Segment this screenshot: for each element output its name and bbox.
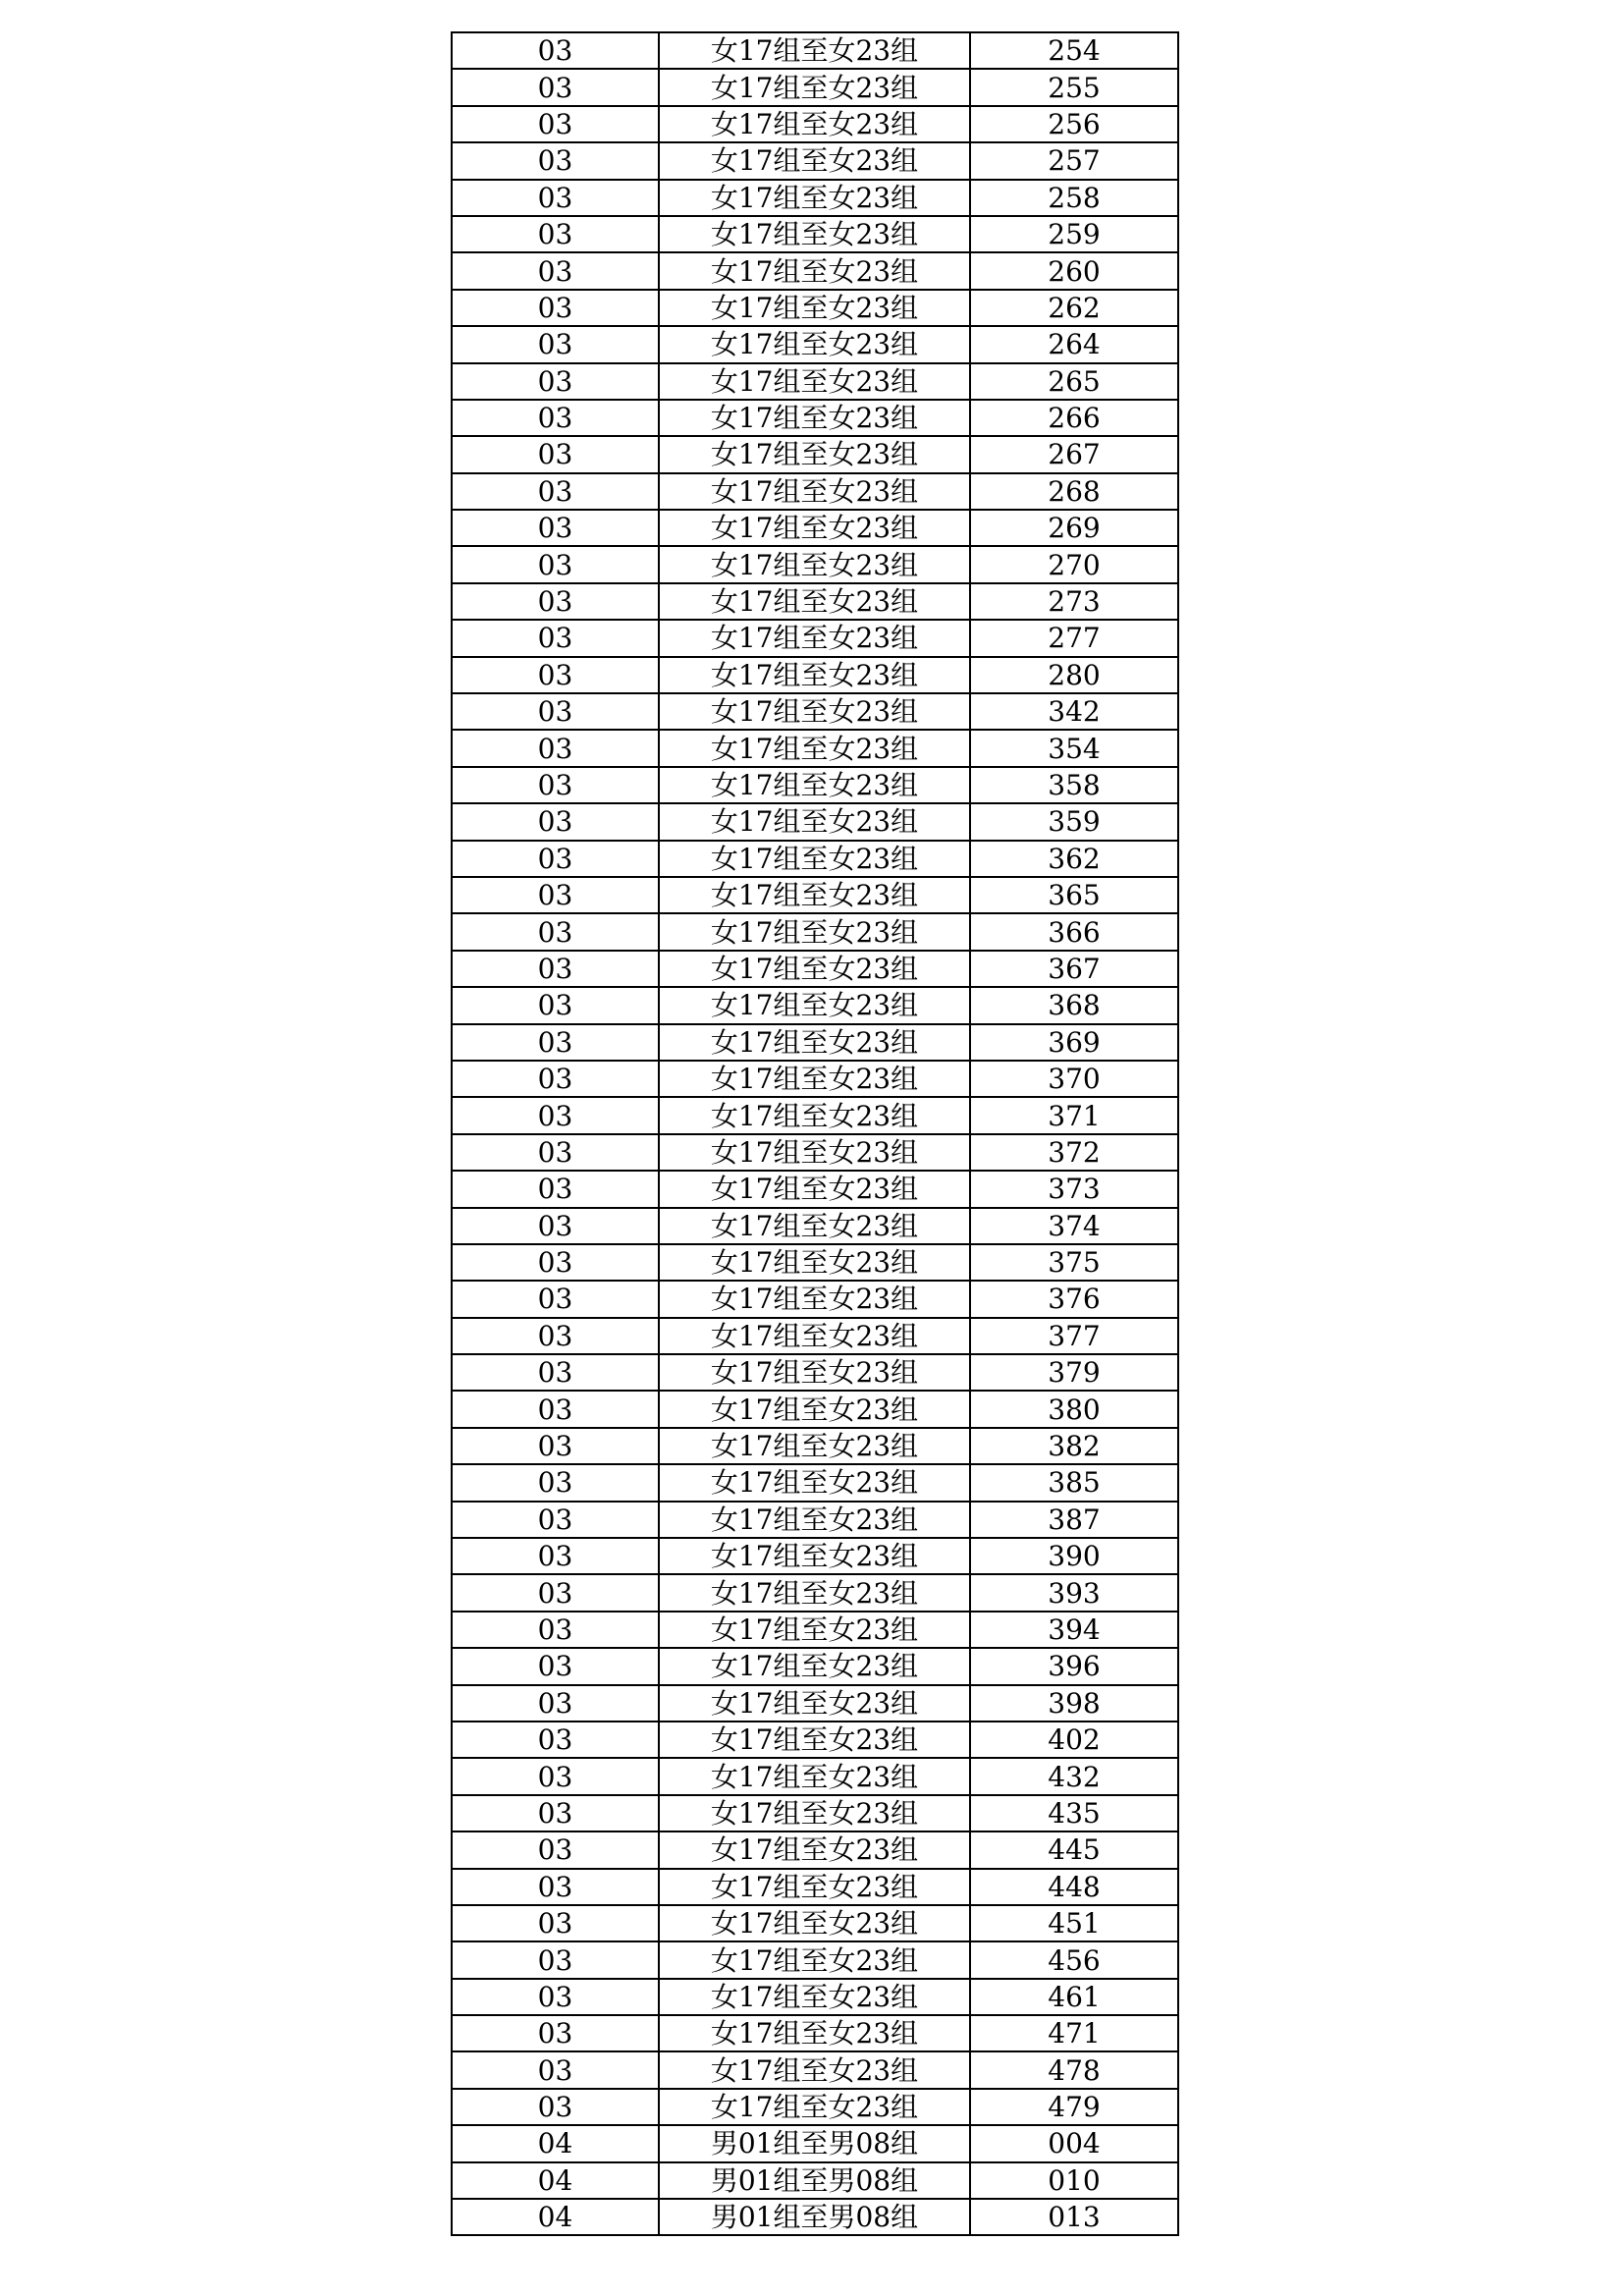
code-cell: 03 — [452, 1502, 659, 1538]
table-row — [452, 2015, 1178, 2051]
code-cell: 03 — [452, 473, 659, 510]
number-cell: 379 — [970, 1354, 1178, 1391]
number-cell: 358 — [970, 767, 1178, 803]
table-row — [452, 32, 1178, 69]
table-row — [452, 510, 1178, 546]
group-range-cell: 女17组至女23组 — [659, 2015, 970, 2051]
code-cell: 03 — [452, 877, 659, 913]
table-row — [452, 2199, 1178, 2235]
number-cell: 374 — [970, 1208, 1178, 1244]
table-row — [452, 2051, 1178, 2088]
table-row — [452, 1685, 1178, 1722]
code-cell: 03 — [452, 1795, 659, 1831]
code-cell: 03 — [452, 142, 659, 179]
group-range-cell: 女17组至女23组 — [659, 657, 970, 693]
group-range-cell: 女17组至女23组 — [659, 180, 970, 216]
number-cell: 396 — [970, 1648, 1178, 1684]
table-row — [452, 1134, 1178, 1171]
table-row — [452, 2162, 1178, 2199]
number-cell: 393 — [970, 1574, 1178, 1611]
code-cell: 03 — [452, 693, 659, 730]
table-row — [452, 1097, 1178, 1133]
group-range-cell: 女17组至女23组 — [659, 2051, 970, 2088]
number-cell: 479 — [970, 2089, 1178, 2125]
table-row — [452, 1538, 1178, 1574]
group-range-cell: 女17组至女23组 — [659, 216, 970, 252]
table-row — [452, 730, 1178, 766]
code-cell: 03 — [452, 1244, 659, 1281]
group-range-cell: 女17组至女23组 — [659, 1391, 970, 1427]
group-range-cell: 女17组至女23组 — [659, 1831, 970, 1868]
group-range-cell: 男01组至男08组 — [659, 2199, 970, 2235]
code-cell: 03 — [452, 583, 659, 620]
code-cell: 04 — [452, 2199, 659, 2235]
table-row — [452, 216, 1178, 252]
group-range-cell: 女17组至女23组 — [659, 142, 970, 179]
number-cell: 004 — [970, 2125, 1178, 2161]
number-cell: 365 — [970, 877, 1178, 913]
group-range-cell: 女17组至女23组 — [659, 693, 970, 730]
table-row — [452, 620, 1178, 656]
code-cell: 04 — [452, 2162, 659, 2199]
group-range-cell: 女17组至女23组 — [659, 767, 970, 803]
group-range-cell: 女17组至女23组 — [659, 1354, 970, 1391]
number-cell: 461 — [970, 1979, 1178, 2015]
table-row — [452, 1281, 1178, 1317]
number-cell: 375 — [970, 1244, 1178, 1281]
group-range-cell: 女17组至女23组 — [659, 2089, 970, 2125]
number-cell: 258 — [970, 180, 1178, 216]
code-cell: 03 — [452, 1061, 659, 1097]
group-range-cell: 女17组至女23组 — [659, 1905, 970, 1941]
table-row — [452, 546, 1178, 582]
code-cell: 03 — [452, 1648, 659, 1684]
table-row — [452, 106, 1178, 142]
group-range-cell: 女17组至女23组 — [659, 620, 970, 656]
table-row — [452, 1831, 1178, 1868]
table-row — [452, 1171, 1178, 1207]
code-cell: 03 — [452, 1428, 659, 1464]
number-cell: 382 — [970, 1428, 1178, 1464]
number-cell: 254 — [970, 32, 1178, 69]
group-range-cell: 女17组至女23组 — [659, 1612, 970, 1648]
code-cell: 03 — [452, 436, 659, 472]
group-range-cell: 女17组至女23组 — [659, 1795, 970, 1831]
number-cell: 398 — [970, 1685, 1178, 1722]
group-range-cell: 女17组至女23组 — [659, 1648, 970, 1684]
table-row — [452, 1869, 1178, 1905]
code-cell: 03 — [452, 326, 659, 362]
group-range-cell: 女17组至女23组 — [659, 290, 970, 326]
code-cell: 03 — [452, 1941, 659, 1978]
table-row — [452, 1391, 1178, 1427]
number-cell: 387 — [970, 1502, 1178, 1538]
group-range-cell: 女17组至女23组 — [659, 326, 970, 362]
number-cell: 270 — [970, 546, 1178, 582]
group-range-cell: 女17组至女23组 — [659, 363, 970, 400]
code-cell: 03 — [452, 1905, 659, 1941]
group-range-cell: 女17组至女23组 — [659, 1502, 970, 1538]
code-cell: 03 — [452, 1722, 659, 1758]
code-cell: 03 — [452, 1758, 659, 1794]
number-cell: 259 — [970, 216, 1178, 252]
number-cell: 268 — [970, 473, 1178, 510]
code-cell: 03 — [452, 1097, 659, 1133]
table-row — [452, 1941, 1178, 1978]
group-range-cell: 女17组至女23组 — [659, 32, 970, 69]
group-range-cell: 女17组至女23组 — [659, 1464, 970, 1501]
number-cell: 262 — [970, 290, 1178, 326]
number-cell: 366 — [970, 913, 1178, 950]
number-cell: 265 — [970, 363, 1178, 400]
table-row — [452, 767, 1178, 803]
table-row — [452, 180, 1178, 216]
number-cell: 451 — [970, 1905, 1178, 1941]
number-cell: 369 — [970, 1024, 1178, 1061]
number-cell: 380 — [970, 1391, 1178, 1427]
group-range-cell: 女17组至女23组 — [659, 252, 970, 289]
table-row — [452, 1354, 1178, 1391]
code-cell: 03 — [452, 2051, 659, 2088]
group-range-cell: 男01组至男08组 — [659, 2162, 970, 2199]
number-cell: 370 — [970, 1061, 1178, 1097]
table-row — [452, 987, 1178, 1023]
number-cell: 257 — [970, 142, 1178, 179]
table-row — [452, 803, 1178, 840]
number-cell: 256 — [970, 106, 1178, 142]
group-range-cell: 女17组至女23组 — [659, 987, 970, 1023]
table-row — [452, 1502, 1178, 1538]
code-cell: 03 — [452, 363, 659, 400]
code-cell: 03 — [452, 546, 659, 582]
code-cell: 03 — [452, 1869, 659, 1905]
code-cell: 03 — [452, 510, 659, 546]
code-cell: 03 — [452, 767, 659, 803]
code-cell: 03 — [452, 1685, 659, 1722]
number-cell: 277 — [970, 620, 1178, 656]
code-cell: 03 — [452, 657, 659, 693]
table-row — [452, 2125, 1178, 2161]
table-row — [452, 1612, 1178, 1648]
group-range-cell: 女17组至女23组 — [659, 841, 970, 877]
table-row — [452, 1208, 1178, 1244]
code-cell: 03 — [452, 2089, 659, 2125]
table-row — [452, 1244, 1178, 1281]
table-row — [452, 877, 1178, 913]
group-range-cell: 女17组至女23组 — [659, 1722, 970, 1758]
number-cell: 435 — [970, 1795, 1178, 1831]
group-range-cell: 女17组至女23组 — [659, 951, 970, 987]
table-row — [452, 1061, 1178, 1097]
table-row — [452, 951, 1178, 987]
number-cell: 362 — [970, 841, 1178, 877]
table-row — [452, 841, 1178, 877]
group-range-cell: 女17组至女23组 — [659, 1758, 970, 1794]
code-cell: 03 — [452, 1024, 659, 1061]
group-range-cell: 女17组至女23组 — [659, 730, 970, 766]
group-range-cell: 女17组至女23组 — [659, 1979, 970, 2015]
group-range-cell: 女17组至女23组 — [659, 1208, 970, 1244]
number-cell: 266 — [970, 400, 1178, 436]
code-cell: 03 — [452, 1538, 659, 1574]
number-cell: 445 — [970, 1831, 1178, 1868]
group-range-cell: 女17组至女23组 — [659, 1538, 970, 1574]
code-cell: 03 — [452, 951, 659, 987]
number-cell: 368 — [970, 987, 1178, 1023]
number-cell: 372 — [970, 1134, 1178, 1171]
table-row — [452, 1648, 1178, 1684]
table-row — [452, 142, 1178, 179]
code-cell: 03 — [452, 841, 659, 877]
number-cell: 267 — [970, 436, 1178, 472]
table-row — [452, 252, 1178, 289]
code-cell: 03 — [452, 1171, 659, 1207]
table-row — [452, 657, 1178, 693]
table-row — [452, 1905, 1178, 1941]
number-cell: 385 — [970, 1464, 1178, 1501]
code-cell: 03 — [452, 987, 659, 1023]
number-cell: 269 — [970, 510, 1178, 546]
number-cell: 394 — [970, 1612, 1178, 1648]
code-cell: 03 — [452, 1208, 659, 1244]
table-row — [452, 290, 1178, 326]
code-cell: 03 — [452, 2015, 659, 2051]
group-range-cell: 女17组至女23组 — [659, 436, 970, 472]
code-cell: 03 — [452, 1134, 659, 1171]
code-cell: 03 — [452, 69, 659, 105]
number-cell: 342 — [970, 693, 1178, 730]
table-row — [452, 326, 1178, 362]
table-body — [452, 32, 1178, 2235]
table-row — [452, 400, 1178, 436]
number-cell: 264 — [970, 326, 1178, 362]
number-cell: 359 — [970, 803, 1178, 840]
table-row — [452, 69, 1178, 105]
group-range-cell: 女17组至女23组 — [659, 1061, 970, 1097]
group-range-cell: 女17组至女23组 — [659, 510, 970, 546]
group-range-cell: 女17组至女23组 — [659, 546, 970, 582]
code-cell: 03 — [452, 32, 659, 69]
group-range-cell: 女17组至女23组 — [659, 1281, 970, 1317]
number-cell: 273 — [970, 583, 1178, 620]
group-range-cell: 女17组至女23组 — [659, 1024, 970, 1061]
code-cell: 03 — [452, 1831, 659, 1868]
group-range-cell: 女17组至女23组 — [659, 1171, 970, 1207]
table-row — [452, 1979, 1178, 2015]
group-range-cell: 女17组至女23组 — [659, 1134, 970, 1171]
group-range-cell: 女17组至女23组 — [659, 877, 970, 913]
number-cell: 280 — [970, 657, 1178, 693]
code-cell: 03 — [452, 290, 659, 326]
group-range-cell: 女17组至女23组 — [659, 803, 970, 840]
number-cell: 371 — [970, 1097, 1178, 1133]
number-cell: 432 — [970, 1758, 1178, 1794]
code-cell: 03 — [452, 1318, 659, 1354]
number-cell: 255 — [970, 69, 1178, 105]
code-cell: 04 — [452, 2125, 659, 2161]
code-cell: 03 — [452, 1574, 659, 1611]
code-cell: 03 — [452, 1612, 659, 1648]
table-row — [452, 1758, 1178, 1794]
code-cell: 03 — [452, 400, 659, 436]
code-cell: 03 — [452, 180, 659, 216]
group-range-cell: 女17组至女23组 — [659, 1941, 970, 1978]
table-row — [452, 1024, 1178, 1061]
number-cell: 367 — [970, 951, 1178, 987]
number-cell: 013 — [970, 2199, 1178, 2235]
code-cell: 03 — [452, 913, 659, 950]
number-cell: 478 — [970, 2051, 1178, 2088]
code-cell: 03 — [452, 1281, 659, 1317]
data-table — [451, 31, 1179, 2236]
group-range-cell: 女17组至女23组 — [659, 913, 970, 950]
group-range-cell: 女17组至女23组 — [659, 106, 970, 142]
number-cell: 354 — [970, 730, 1178, 766]
code-cell: 03 — [452, 1464, 659, 1501]
table-row — [452, 1574, 1178, 1611]
table-row — [452, 436, 1178, 472]
table-row — [452, 1795, 1178, 1831]
group-range-cell: 女17组至女23组 — [659, 583, 970, 620]
number-cell: 471 — [970, 2015, 1178, 2051]
number-cell: 377 — [970, 1318, 1178, 1354]
table-row — [452, 1318, 1178, 1354]
table-row — [452, 1428, 1178, 1464]
group-range-cell: 女17组至女23组 — [659, 1097, 970, 1133]
group-range-cell: 女17组至女23组 — [659, 69, 970, 105]
code-cell: 03 — [452, 1979, 659, 2015]
code-cell: 03 — [452, 730, 659, 766]
table-row — [452, 363, 1178, 400]
table-row — [452, 913, 1178, 950]
group-range-cell: 男01组至男08组 — [659, 2125, 970, 2161]
group-range-cell: 女17组至女23组 — [659, 1869, 970, 1905]
table-row — [452, 2089, 1178, 2125]
number-cell: 456 — [970, 1941, 1178, 1978]
code-cell: 03 — [452, 106, 659, 142]
number-cell: 390 — [970, 1538, 1178, 1574]
code-cell: 03 — [452, 252, 659, 289]
table-row — [452, 693, 1178, 730]
group-range-cell: 女17组至女23组 — [659, 400, 970, 436]
group-range-cell: 女17组至女23组 — [659, 473, 970, 510]
code-cell: 03 — [452, 803, 659, 840]
number-cell: 010 — [970, 2162, 1178, 2199]
table-row — [452, 1464, 1178, 1501]
code-cell: 03 — [452, 216, 659, 252]
code-cell: 03 — [452, 1354, 659, 1391]
code-cell: 03 — [452, 620, 659, 656]
group-range-cell: 女17组至女23组 — [659, 1685, 970, 1722]
number-cell: 448 — [970, 1869, 1178, 1905]
table-row — [452, 473, 1178, 510]
number-cell: 260 — [970, 252, 1178, 289]
number-cell: 376 — [970, 1281, 1178, 1317]
code-cell: 03 — [452, 1391, 659, 1427]
table-row — [452, 1722, 1178, 1758]
group-range-cell: 女17组至女23组 — [659, 1318, 970, 1354]
group-range-cell: 女17组至女23组 — [659, 1574, 970, 1611]
table-row — [452, 583, 1178, 620]
group-range-cell: 女17组至女23组 — [659, 1428, 970, 1464]
number-cell: 402 — [970, 1722, 1178, 1758]
number-cell: 373 — [970, 1171, 1178, 1207]
group-range-cell: 女17组至女23组 — [659, 1244, 970, 1281]
